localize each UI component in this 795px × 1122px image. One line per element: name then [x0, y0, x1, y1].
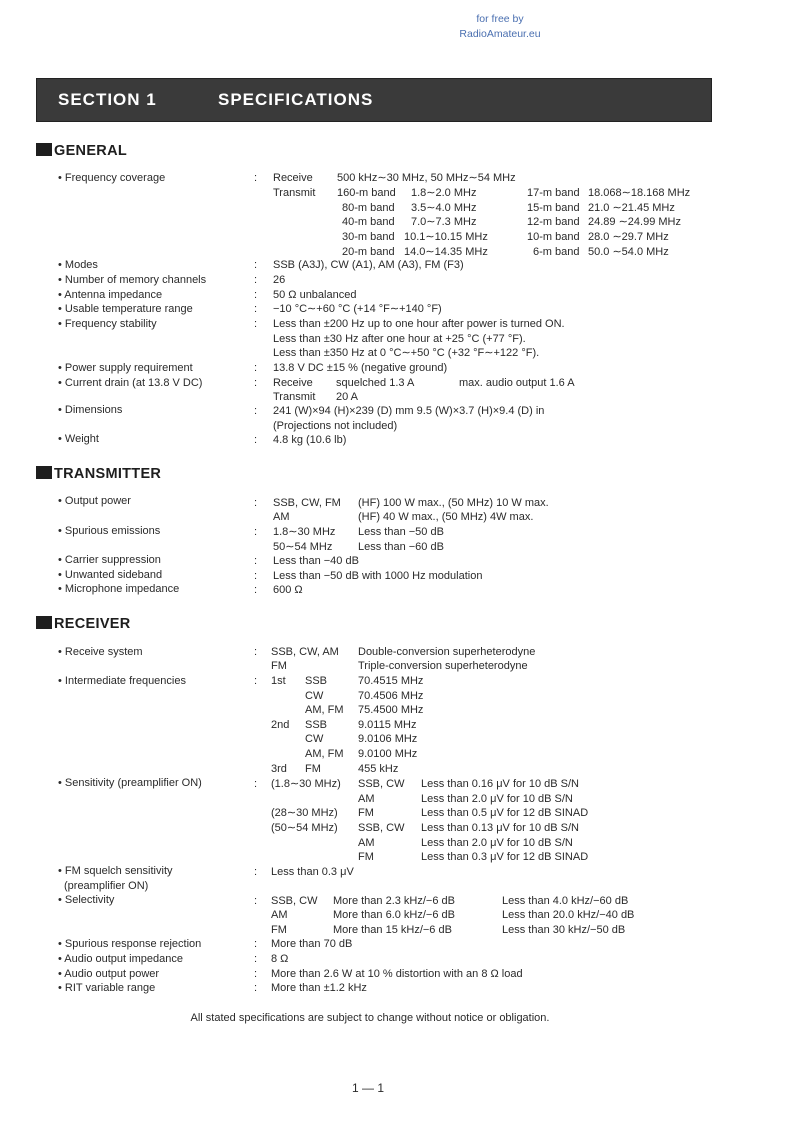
label-frequency-coverage: • Frequency coverage	[58, 172, 166, 184]
value-stability: Less than ±200 Hz up to one hour after power is turned ON.	[273, 318, 565, 330]
value-microphone-impedance: 600 Ω	[273, 584, 303, 596]
sens-range: (50∼54 MHz)	[271, 822, 338, 834]
sel-a: More than 2.3 kHz/−6 dB	[333, 895, 455, 907]
square-bullet-icon	[36, 616, 52, 629]
band-name: 15-m band	[527, 202, 580, 214]
colon: :	[254, 318, 258, 330]
label-antenna: • Antenna impedance	[58, 289, 163, 301]
colon: :	[254, 405, 258, 417]
current-transmit-label: Transmit	[273, 391, 316, 403]
if-mode: SSB	[305, 675, 328, 687]
label-power-supply: • Power supply requirement	[58, 362, 193, 374]
band-name: 80-m band	[342, 202, 395, 214]
section-general-title: GENERAL	[54, 143, 127, 159]
colon: :	[254, 778, 258, 790]
rx-ssb-label: SSB, CW, AM	[271, 646, 339, 658]
band-name: 20-m band	[342, 246, 395, 258]
value-audio-power: More than 2.6 W at 10 % distortion with an 8 Ω load	[271, 968, 523, 980]
sens-value: Less than 2.0 μV for 10 dB S/N	[421, 793, 573, 805]
if-mode: FM	[305, 763, 321, 775]
square-bullet-icon	[36, 143, 52, 156]
if-mode: AM, FM	[305, 704, 344, 716]
band-range: 21.0 ∼21.45 MHz	[588, 202, 675, 214]
label-spurious-emissions: • Spurious emissions	[58, 525, 161, 537]
value-temperature: −10 °C∼+60 °C (+14 °F∼+140 °F)	[273, 303, 442, 315]
value-memory: 26	[273, 274, 286, 286]
sens-mode: AM	[358, 837, 375, 849]
section-transmitter	[36, 466, 161, 482]
sens-value: Less than 0.3 μV for 12 dB SINAD	[421, 851, 589, 863]
section-banner	[36, 78, 712, 122]
colon: :	[254, 259, 258, 271]
value-spurious-rejection: More than 70 dB	[271, 938, 353, 950]
band-name: 30-m band	[342, 231, 395, 243]
band-range: 28.0 ∼29.7 MHz	[588, 231, 669, 243]
spurious-value: Less than −60 dB	[358, 541, 444, 553]
band-name: 12-m band	[527, 216, 580, 228]
sens-value: Less than 0.5 μV for 12 dB SINAD	[421, 807, 589, 819]
if-mode: SSB	[305, 719, 328, 731]
value-fm-squelch: Less than 0.3 μV	[271, 866, 354, 878]
sens-value: Less than 0.13 μV for 10 dB S/N	[421, 822, 579, 834]
label-audio-impedance: • Audio output impedance	[58, 953, 183, 965]
label-microphone-impedance: • Microphone impedance	[58, 583, 180, 595]
spurious-value: Less than −50 dB	[358, 526, 444, 538]
label-carrier-suppression: • Carrier suppression	[58, 554, 161, 566]
label-spurious-rejection: • Spurious response rejection	[58, 938, 202, 950]
label-audio-power: • Audio output power	[58, 968, 160, 980]
value-stability: Less than ±350 Hz at 0 °C∼+50 °C (+32 °F∼+122 °F).	[273, 347, 540, 359]
value-stability: Less than ±30 Hz after one hour at +25 °C (+77 °F).	[273, 333, 526, 345]
colon: :	[254, 555, 258, 567]
colon: :	[254, 362, 258, 374]
sens-mode: SSB, CW	[358, 778, 405, 790]
value-dimensions: (Projections not included)	[273, 420, 398, 432]
band-range: 1.8∼2.0 MHz	[411, 187, 477, 199]
page-title: SPECIFICATIONS	[218, 90, 374, 109]
band-name: 17-m band	[527, 187, 580, 199]
freq-receive-value: 500 kHz∼30 MHz, 50 MHz∼54 MHz	[337, 172, 516, 184]
section-number: SECTION 1	[58, 90, 157, 109]
page-number: 1 — 1	[352, 1081, 385, 1095]
band-name: 6-m band	[533, 246, 580, 258]
value-rit-range: More than ±1.2 kHz	[271, 982, 367, 994]
current-receive-max: max. audio output 1.6 A	[459, 377, 575, 389]
colon: :	[254, 274, 258, 286]
sens-mode: SSB, CW	[358, 822, 405, 834]
band-range: 14.0∼14.35 MHz	[404, 246, 488, 258]
if-freq: 455 kHz	[358, 763, 399, 775]
if-freq: 70.4515 MHz	[358, 675, 424, 687]
band-range: 7.0∼7.3 MHz	[411, 216, 477, 228]
output-am-label: AM	[273, 511, 290, 523]
if-mode: CW	[305, 733, 324, 745]
label-selectivity: • Selectivity	[58, 894, 115, 906]
value-power-supply: 13.8 V DC ±15 % (negative ground)	[273, 362, 448, 374]
label-unwanted-sideband: • Unwanted sideband	[58, 569, 163, 581]
if-stage: 2nd	[271, 719, 290, 731]
if-freq: 70.4506 MHz	[358, 690, 424, 702]
colon: :	[254, 289, 258, 301]
colon: :	[254, 584, 258, 596]
colon: :	[254, 303, 258, 315]
watermark-line2: RadioAmateur.eu	[459, 28, 541, 40]
freq-transmit-label: Transmit	[273, 187, 316, 199]
rx-fm-label: FM	[271, 660, 287, 672]
if-freq: 9.0106 MHz	[358, 733, 418, 745]
band-range: 3.5∼4.0 MHz	[411, 202, 477, 214]
label-receive-system: • Receive system	[58, 646, 143, 658]
square-bullet-icon	[36, 466, 52, 479]
if-freq: 9.0100 MHz	[358, 748, 418, 760]
sel-mode: FM	[271, 924, 287, 936]
sens-value: Less than 2.0 μV for 10 dB S/N	[421, 837, 573, 849]
colon: :	[254, 434, 258, 446]
value-weight: 4.8 kg (10.6 lb)	[273, 434, 347, 446]
value-carrier-suppression: Less than −40 dB	[273, 555, 359, 567]
label-memory: • Number of memory channels	[58, 274, 207, 286]
spurious-range: 1.8∼30 MHz	[273, 526, 336, 538]
label-temperature: • Usable temperature range	[58, 303, 193, 315]
band-range: 24.89 ∼24.99 MHz	[588, 216, 681, 228]
if-mode: AM, FM	[305, 748, 344, 760]
current-receive-squelched: squelched 1.3 A	[336, 377, 415, 389]
sel-b: Less than 4.0 kHz/−60 dB	[502, 895, 629, 907]
value-antenna: 50 Ω unbalanced	[273, 289, 357, 301]
section-general	[36, 143, 127, 159]
colon: :	[254, 526, 258, 538]
sens-mode: FM	[358, 851, 374, 863]
if-freq: 9.0115 MHz	[358, 719, 417, 731]
value-dimensions: 241 (W)×94 (H)×239 (D) mm 9.5 (W)×3.7 (H)×9.4 (D) in	[273, 405, 545, 417]
output-ssb-value: (HF) 100 W max., (50 MHz) 10 W max.	[358, 497, 549, 509]
label-intermediate-frequencies: • Intermediate frequencies	[58, 675, 186, 687]
label-stability: • Frequency stability	[58, 318, 157, 330]
if-stage: 1st	[271, 675, 286, 687]
output-ssb-label: SSB, CW, FM	[273, 497, 341, 509]
disclaimer-note: All stated specifications are subject to change without notice or obligation.	[190, 1012, 550, 1024]
rx-fm-value: Triple-conversion superheterodyne	[358, 660, 528, 672]
current-receive-label: Receive	[273, 377, 313, 389]
sens-range: (28∼30 MHz)	[271, 807, 338, 819]
if-mode: CW	[305, 690, 324, 702]
label-rit-range: • RIT variable range	[58, 982, 156, 994]
sel-a: More than 15 kHz/−6 dB	[333, 924, 452, 936]
label-fm-squelch-2: (preamplifier ON)	[64, 880, 149, 892]
label-output-power: • Output power	[58, 495, 131, 507]
label-fm-squelch: • FM squelch sensitivity	[58, 865, 173, 877]
section-receiver-title: RECEIVER	[54, 616, 131, 632]
sens-mode: AM	[358, 793, 375, 805]
sens-mode: FM	[358, 807, 374, 819]
colon: :	[254, 968, 258, 980]
value-audio-impedance: 8 Ω	[271, 953, 289, 965]
value-unwanted-sideband: Less than −50 dB with 1000 Hz modulation	[273, 570, 483, 582]
colon: :	[254, 895, 258, 907]
label-modes: • Modes	[58, 259, 98, 271]
colon: :	[254, 377, 258, 389]
sel-mode: AM	[271, 909, 288, 921]
freq-receive-label: Receive	[273, 172, 313, 184]
band-range: 10.1∼10.15 MHz	[404, 231, 488, 243]
colon: :	[254, 938, 258, 950]
colon: :	[254, 675, 258, 687]
sel-b: Less than 30 kHz/−50 dB	[502, 924, 626, 936]
value-modes: SSB (A3J), CW (A1), AM (A3), FM (F3)	[273, 259, 464, 271]
colon: :	[254, 953, 258, 965]
band-name: 40-m band	[342, 216, 395, 228]
label-dimensions: • Dimensions	[58, 404, 123, 416]
if-stage: 3rd	[271, 763, 287, 775]
sel-b: Less than 20.0 kHz/−40 dB	[502, 909, 635, 921]
sens-value: Less than 0.16 μV for 10 dB S/N	[421, 778, 579, 790]
output-am-value: (HF) 40 W max., (50 MHz) 4W max.	[358, 511, 534, 523]
sens-range: (1.8∼30 MHz)	[271, 778, 341, 790]
label-current-drain: • Current drain (at 13.8 V DC)	[58, 377, 203, 389]
section-receiver	[36, 616, 131, 632]
watermark-line1: for free by	[476, 13, 524, 25]
label-sensitivity: • Sensitivity (preamplifier ON)	[58, 777, 202, 789]
band-name: 160-m band	[337, 187, 396, 199]
spurious-range: 50∼54 MHz	[273, 541, 333, 553]
section-transmitter-title: TRANSMITTER	[54, 466, 162, 482]
band-range: 18.068∼18.168 MHz	[588, 187, 691, 199]
colon: :	[254, 570, 258, 582]
label-weight: • Weight	[58, 433, 99, 445]
if-freq: 75.4500 MHz	[358, 704, 424, 716]
colon: :	[254, 497, 258, 509]
colon: :	[254, 982, 258, 994]
colon: :	[254, 866, 258, 878]
band-name: 10-m band	[527, 231, 580, 243]
colon: :	[254, 172, 258, 184]
rx-ssb-value: Double-conversion superheterodyne	[358, 646, 536, 658]
sel-mode: SSB, CW	[271, 895, 318, 907]
colon: :	[254, 646, 258, 658]
sel-a: More than 6.0 kHz/−6 dB	[333, 909, 455, 921]
band-range: 50.0 ∼54.0 MHz	[588, 246, 669, 258]
current-transmit-value: 20 A	[336, 391, 359, 403]
